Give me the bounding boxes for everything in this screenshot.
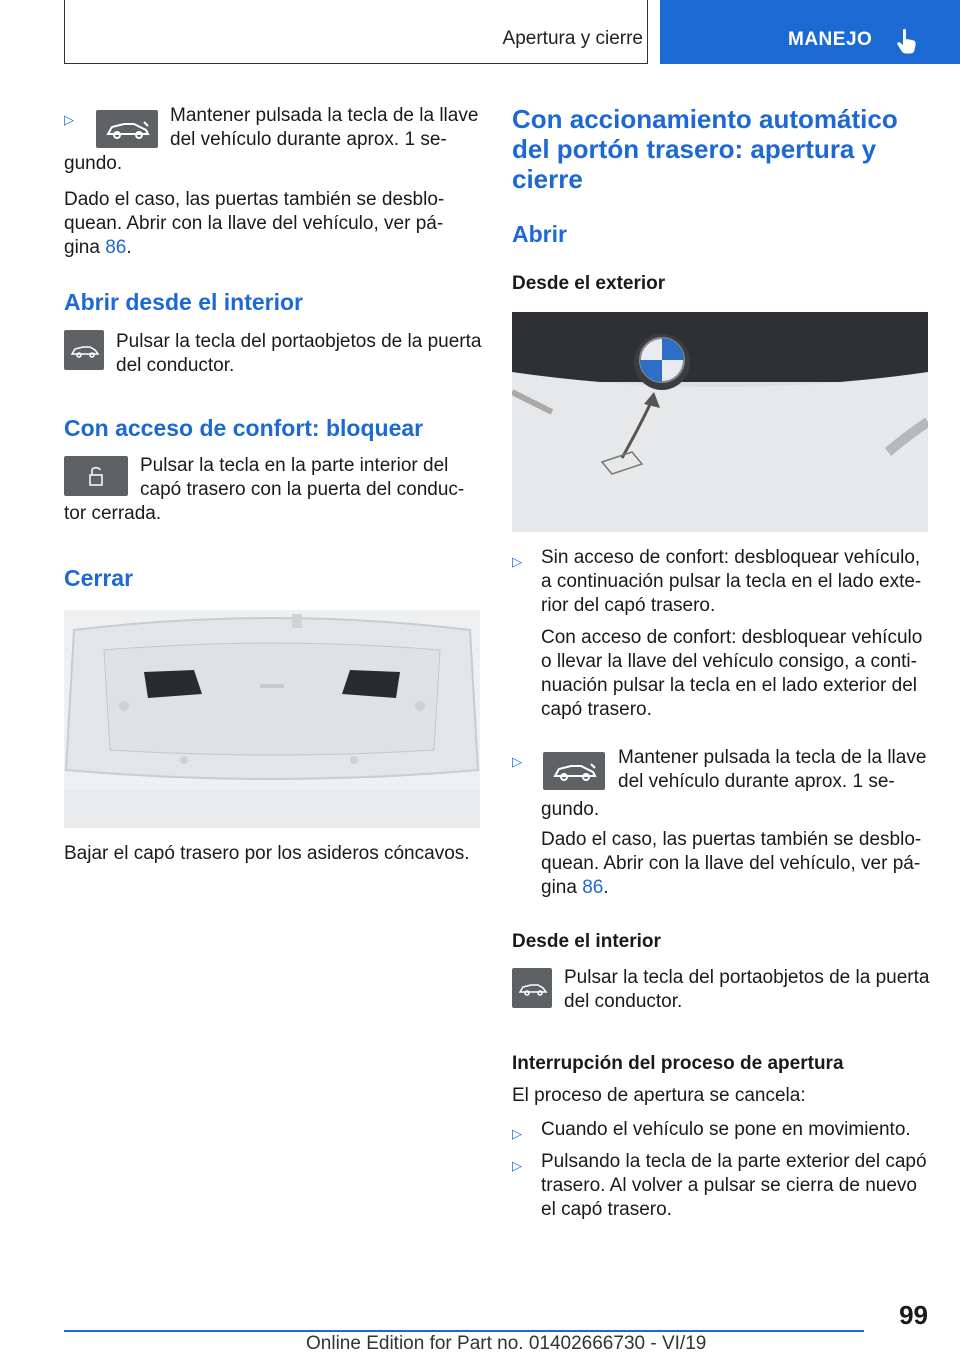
heading-main-line3: cierre — [512, 164, 583, 194]
heading-abrir: Abrir — [512, 221, 567, 247]
footer-edition: Online Edition for Part no. 01402666730 - VI/19 — [306, 1333, 707, 1354]
bullet-line: Con acceso de confort: desbloquear vehículo — [541, 627, 923, 648]
bullet-line: trasero. Al volver a pulsar se cierra de nuevo — [541, 1175, 917, 1196]
car-trunk-key-icon — [64, 330, 104, 370]
heading-main-line1: Con accionamiento automático — [512, 104, 898, 134]
key-text-line2: del vehículo durante aprox. 1 se- — [618, 771, 895, 792]
paragraph-line: quean. Abrir con la llave del vehículo, ver pá- — [64, 213, 444, 234]
bullet-line: a continuación pulsar la tecla en el lado exte- — [541, 571, 922, 592]
bullet-line: el capó trasero. — [541, 1199, 672, 1220]
header-chapter-tab[interactable] — [660, 0, 960, 64]
paragraph-line: Dado el caso, las puertas también se desblo- — [541, 829, 922, 850]
bullet-item-key — [64, 104, 484, 184]
trunk-exterior-image — [512, 312, 928, 532]
confort-text-line2: capó trasero con la puerta del conduc- — [140, 479, 465, 500]
interior-text-line2: del conductor. — [116, 355, 235, 376]
header-section-box — [64, 0, 648, 64]
text: . — [603, 877, 609, 898]
triangle-bullet-icon: ▷ — [512, 1158, 522, 1173]
paragraph-line — [541, 876, 941, 900]
heading-interrupcion: Interrupción del proceso de apertura — [512, 1053, 844, 1074]
page-link[interactable]: 86 — [105, 237, 127, 258]
key-text-line1: Mantener pulsada la tecla de la llave — [170, 105, 479, 126]
cerrar-caption: Bajar el capó trasero por los asideros cóncavos. — [64, 843, 470, 864]
car-trunk-key-icon — [512, 968, 552, 1008]
interior-right-line1: Pulsar la tecla del portaobjetos de la puerta — [564, 967, 930, 988]
heading-main-line2: del portón trasero: apertura y — [512, 134, 877, 164]
bullet-line: capó trasero. — [541, 699, 652, 720]
confort-text-line3: tor cerrada. — [64, 503, 162, 524]
bullet-item-movimiento — [512, 1118, 932, 1142]
triangle-bullet-icon: ▷ — [512, 754, 522, 769]
heading-desde-interior: Desde el interior — [512, 931, 661, 952]
key-text-line3: gundo. — [541, 799, 600, 820]
interior-right-line2: del conductor. — [564, 991, 683, 1012]
car-trunk-key-icon — [96, 110, 158, 148]
bullet-item-sin-confort — [512, 546, 932, 722]
bullet-item-key-right — [512, 746, 932, 826]
hand-pointer-icon — [896, 28, 918, 59]
paragraph-line: Dado el caso, las puertas también se desblo- — [64, 189, 445, 210]
page-link[interactable]: 86 — [582, 877, 604, 898]
paragraph-doors — [64, 188, 484, 260]
heading-desde-exterior: Desde el exterior — [512, 273, 666, 294]
page-number: 99 — [899, 1300, 928, 1330]
paragraph-line: quean. Abrir con la llave del vehículo, ver pá- — [541, 853, 921, 874]
interrupcion-text: El proceso de apertura se cancela: — [512, 1085, 806, 1106]
interior-text-line1: Pulsar la tecla del portaobjetos de la puerta — [116, 331, 482, 352]
left-column — [64, 104, 484, 260]
triangle-bullet-icon: ▷ — [64, 112, 74, 127]
unlock-icon — [64, 456, 128, 496]
key-text-line3: gundo. — [64, 153, 123, 174]
bullet-line: Sin acceso de confort: desbloquear vehículo, — [541, 547, 921, 568]
heading-confort-bloquear: Con acceso de confort: bloquear — [64, 415, 424, 441]
bullet-item-pulsando — [512, 1150, 932, 1222]
text: gina — [64, 237, 106, 258]
triangle-bullet-icon: ▷ — [512, 1126, 522, 1141]
confort-text-line1: Pulsar la tecla en la parte interior del — [140, 455, 449, 476]
triangle-bullet-icon: ▷ — [512, 554, 522, 569]
trunk-interior-image — [64, 610, 480, 828]
paragraph-doors-right — [541, 828, 941, 900]
bullet-line: Cuando el vehículo se pone en movimiento. — [541, 1119, 911, 1140]
bullet-line: rior del capó trasero. — [541, 595, 716, 616]
text: gina — [541, 877, 583, 898]
heading-cerrar: Cerrar — [64, 565, 134, 591]
text: . — [126, 237, 132, 258]
heading-abrir-interior: Abrir desde el interior — [64, 289, 304, 315]
bullet-line: o llevar la llave del vehículo consigo, a conti- — [541, 651, 917, 672]
bullet-line: nuación pulsar la tecla en el lado exterior del — [541, 675, 918, 696]
key-text-line2: del vehículo durante aprox. 1 se- — [170, 129, 447, 150]
header-chapter-label: MANEJO — [788, 29, 873, 50]
car-trunk-key-icon — [543, 752, 605, 790]
header-section-title: Apertura y cierre — [502, 28, 643, 49]
bullet-line: Pulsando la tecla de la parte exterior del capó — [541, 1151, 927, 1172]
paragraph-line — [64, 236, 484, 260]
key-text-line1: Mantener pulsada la tecla de la llave — [618, 747, 927, 768]
footer-divider — [64, 1330, 864, 1332]
